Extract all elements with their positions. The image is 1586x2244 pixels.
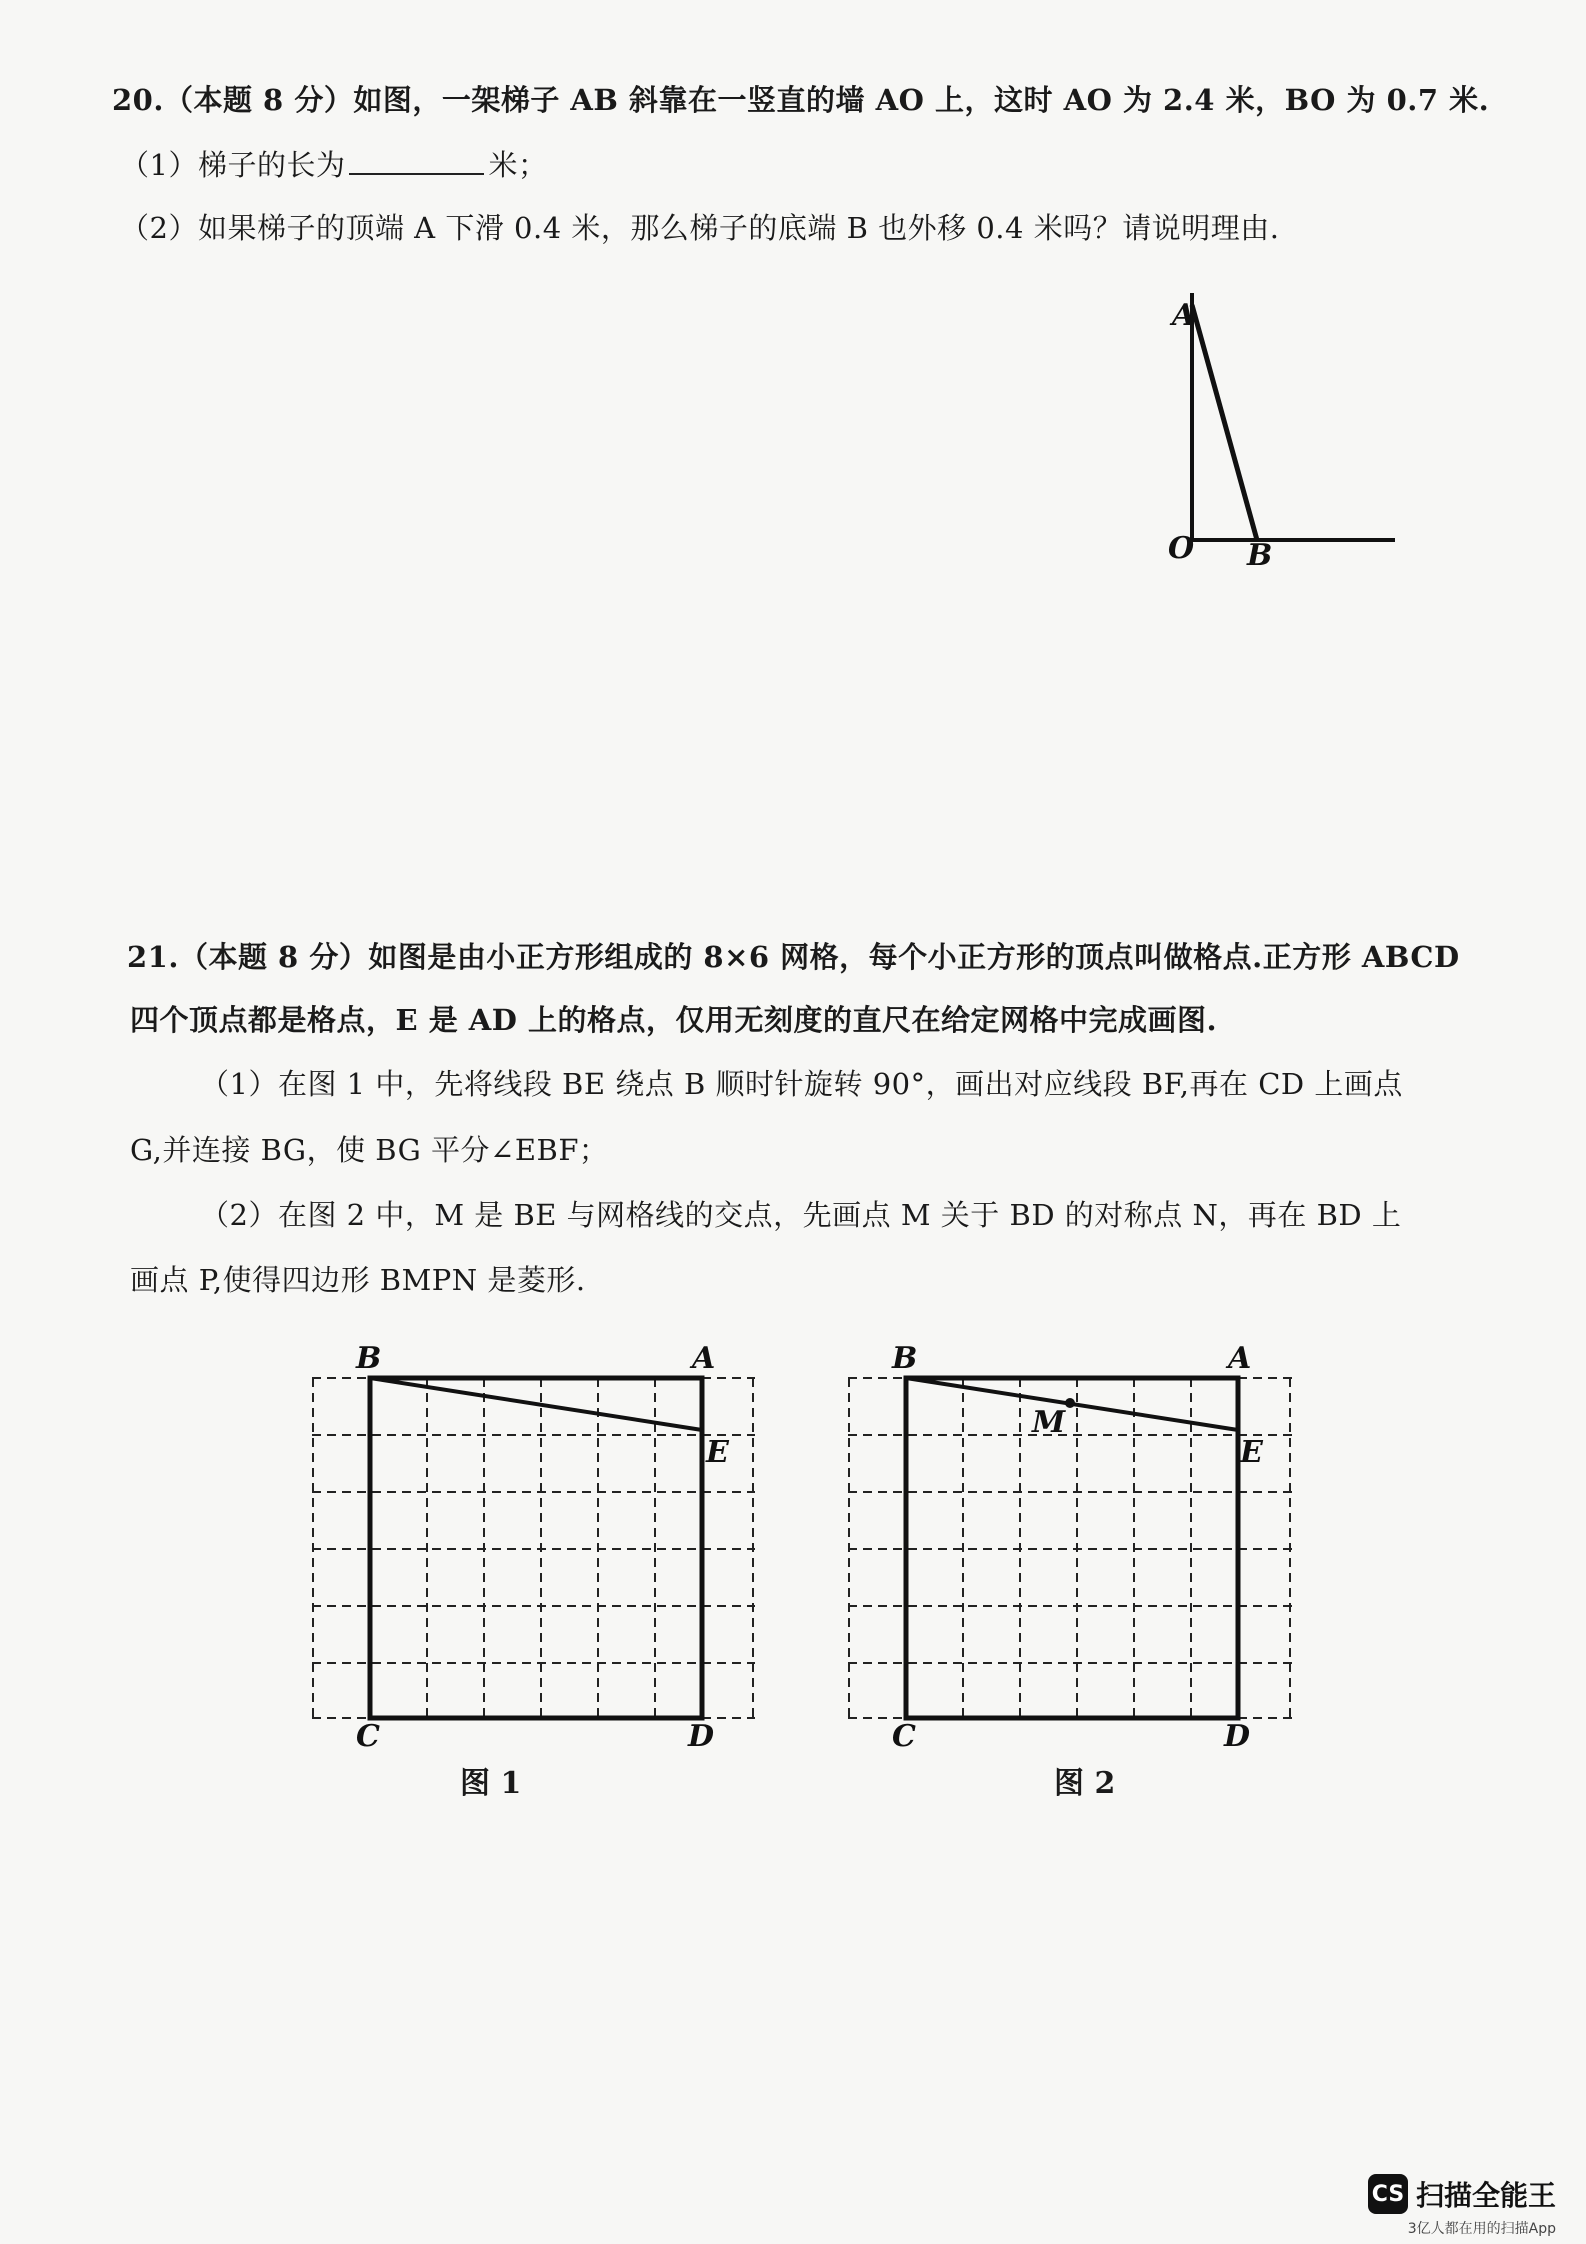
fig1-segment-be bbox=[370, 1378, 702, 1430]
q20-part2: （2）如果梯子的顶端 A 下滑 0.4 米，那么梯子的底端 B 也外移 0.4 米吗？请说明理由. bbox=[120, 211, 1280, 245]
ladder-label-o: O bbox=[1168, 531, 1195, 566]
fig2-label-c: C bbox=[892, 1719, 916, 1754]
fig2-label-d: D bbox=[1224, 1719, 1251, 1754]
fig2-label-e: E bbox=[1240, 1435, 1263, 1470]
figure-1 bbox=[312, 1341, 755, 1754]
fig1-label-e: E bbox=[706, 1435, 729, 1470]
q20-part1-suffix: 米； bbox=[488, 148, 548, 182]
fig2-label-b: B bbox=[892, 1341, 918, 1376]
ladder-label-b: B bbox=[1247, 538, 1273, 573]
fig1-label-a: A bbox=[692, 1341, 716, 1376]
fig1-label-d: D bbox=[688, 1719, 715, 1754]
fig1-caption: 图 1 bbox=[460, 1766, 522, 1801]
fig2-label-a: A bbox=[1228, 1341, 1252, 1376]
fig2-caption: 图 2 bbox=[1054, 1766, 1116, 1801]
fig2-point-m bbox=[1065, 1398, 1075, 1408]
q21-line2: 四个顶点都是格点，E 是 AD 上的格点，仅用无刻度的直尺在给定网格中完成画图. bbox=[130, 1003, 1218, 1037]
fig1-label-b: B bbox=[356, 1341, 382, 1376]
figure-2 bbox=[848, 1341, 1292, 1754]
scanner-watermark bbox=[1368, 2174, 1556, 2214]
q21-line5: （2）在图 2 中，M 是 BE 与网格线的交点，先画点 M 关于 BD 的对称点 N，再在 BD 上 bbox=[200, 1198, 1402, 1232]
watermark-subtitle: 3亿人都在用的扫描App bbox=[1407, 2221, 1556, 2237]
q21-line3: （1）在图 1 中，先将线段 BE 绕点 B 顺时针旋转 90°，画出对应线段 BF,再在 CD 上画点 bbox=[200, 1067, 1403, 1101]
q21-line6: 画点 P,使得四边形 BMPN 是菱形. bbox=[130, 1263, 586, 1297]
q21-line1: 21.（本题 8 分）如图是由小正方形组成的 8×6 网格，每个小正方形的顶点叫做格点.正方形 ABCD bbox=[127, 940, 1460, 974]
ladder-label-a: A bbox=[1172, 298, 1196, 333]
fig2-label-m: M bbox=[1032, 1405, 1066, 1440]
q21-line4: G,并连接 BG，使 BG 平分∠EBF； bbox=[130, 1133, 609, 1167]
q20-part1-prefix: （1）梯子的长为 bbox=[120, 148, 346, 182]
fig1-label-c: C bbox=[356, 1719, 380, 1754]
q20-intro: 20.（本题 8 分）如图，一架梯子 AB 斜靠在一竖直的墙 AO 上，这时 AO 为 2.4 米，BO 为 0.7 米. bbox=[112, 83, 1490, 117]
cs-logo-icon: CS bbox=[1368, 2174, 1408, 2214]
watermark-name: 扫描全能王 bbox=[1415, 2179, 1556, 2212]
